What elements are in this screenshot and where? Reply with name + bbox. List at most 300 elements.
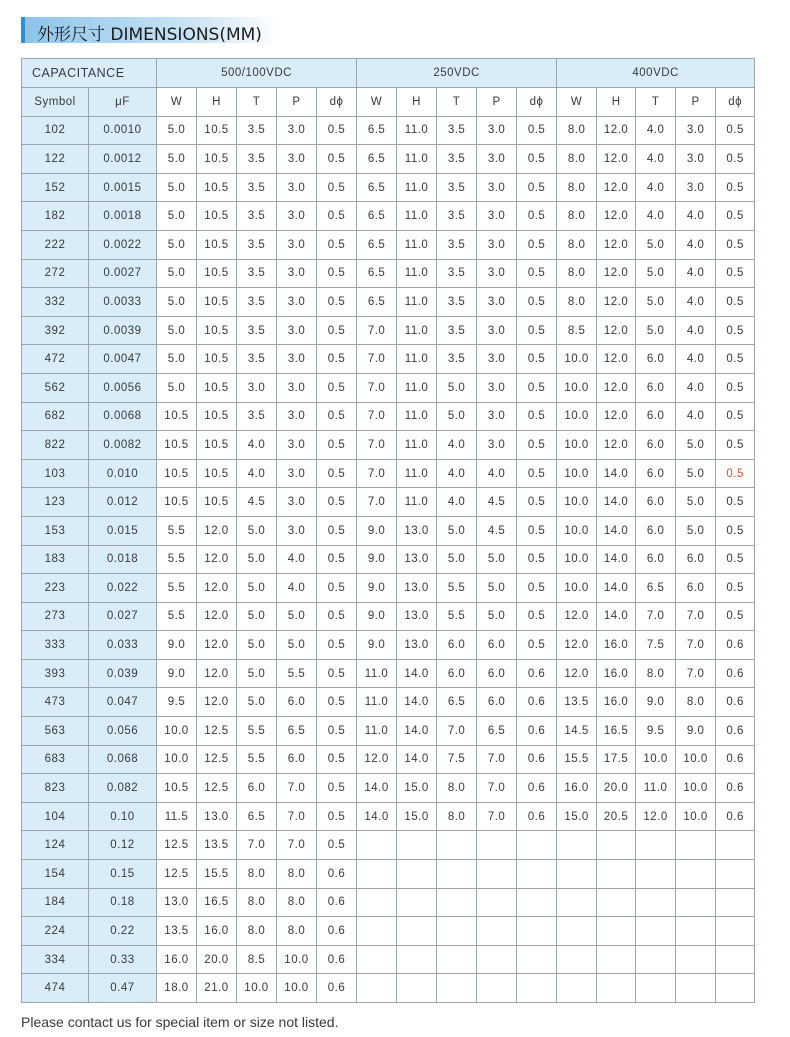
dimension-cell: 8.0: [237, 888, 277, 917]
dimension-cell: 14.0: [397, 717, 437, 746]
dimension-cell: 12.0: [197, 516, 237, 545]
dimension-cell: 3.0: [477, 316, 517, 345]
dimension-cell: [557, 917, 597, 946]
capacitance-header: CAPACITANCE: [22, 59, 157, 88]
dimension-cell: 3.5: [237, 116, 277, 145]
dimension-cell: 5.0: [277, 602, 317, 631]
dimension-cell: 8.0: [237, 917, 277, 946]
dimension-cell: [716, 860, 755, 889]
dimension-cell: 6.0: [477, 659, 517, 688]
table-row: [22, 631, 755, 660]
table-body: [22, 116, 755, 1002]
dimension-cell: 5.0: [157, 202, 197, 231]
capacitance-uf-cell: 0.0039: [89, 316, 157, 345]
dimension-cell: [397, 831, 437, 860]
dimension-cell: 3.0: [477, 145, 517, 174]
symbol-cell: 822: [22, 431, 89, 460]
dimension-cell: [716, 917, 755, 946]
dimension-cell: 16.0: [597, 631, 636, 660]
dimension-cell: [357, 945, 397, 974]
dimension-cell: 7.0: [357, 316, 397, 345]
dimension-cell: 9.0: [357, 545, 397, 574]
table-row: [22, 602, 755, 631]
dimension-cell: 12.0: [197, 574, 237, 603]
dimension-cell: 8.0: [557, 202, 597, 231]
dimension-cell: 0.5: [317, 345, 357, 374]
dimension-cell: [676, 945, 716, 974]
dimension-cell: 4.0: [676, 202, 716, 231]
dimension-cell: 14.0: [397, 659, 437, 688]
dimension-cell: 0.5: [716, 173, 755, 202]
symbol-cell: 823: [22, 774, 89, 803]
dimension-cell: 4.0: [477, 459, 517, 488]
dimension-cell: 3.5: [237, 145, 277, 174]
dimension-cell: 12.0: [597, 431, 636, 460]
dimension-cell: 5.5: [437, 574, 477, 603]
dimension-cell: 0.5: [716, 316, 755, 345]
capacitance-uf-cell: 0.0010: [89, 116, 157, 145]
dimension-cell: 0.6: [716, 631, 755, 660]
dimension-cell: 3.0: [477, 345, 517, 374]
dimension-cell: 16.0: [557, 774, 597, 803]
symbol-cell: 272: [22, 259, 89, 288]
dimension-cell: 8.0: [636, 659, 676, 688]
dimension-cell: 6.0: [277, 745, 317, 774]
dimension-cell: 0.5: [517, 402, 557, 431]
dimension-cell: 0.5: [317, 459, 357, 488]
dimension-cell: 10.0: [557, 488, 597, 517]
capacitance-uf-cell: 0.0056: [89, 373, 157, 402]
dimension-cell: 4.0: [676, 316, 716, 345]
symbol-cell: 682: [22, 402, 89, 431]
dimension-cell: 11.0: [397, 259, 437, 288]
dimension-cell: 7.0: [277, 802, 317, 831]
capacitance-uf-cell: 0.0012: [89, 145, 157, 174]
symbol-cell: 182: [22, 202, 89, 231]
dimension-cell: [597, 831, 636, 860]
dimension-cell: 3.0: [277, 345, 317, 374]
dimension-cell: 7.0: [477, 745, 517, 774]
dimension-cell: 3.0: [277, 230, 317, 259]
dimension-cell: 7.0: [357, 431, 397, 460]
dimension-cell: 15.5: [557, 745, 597, 774]
dimension-cell: [597, 860, 636, 889]
dimension-cell: 10.0: [277, 974, 317, 1003]
capacitance-uf-cell: 0.027: [89, 602, 157, 631]
dimension-cell: 12.5: [157, 831, 197, 860]
dimension-cell: 20.0: [197, 945, 237, 974]
dimension-cell: 14.0: [357, 774, 397, 803]
dimension-cell: 3.5: [237, 202, 277, 231]
dimension-cell: 0.5: [317, 516, 357, 545]
dimension-cell: 7.5: [437, 745, 477, 774]
dimension-cell: 9.0: [676, 717, 716, 746]
dimension-cell: 6.5: [437, 688, 477, 717]
capacitance-uf-cell: 0.0027: [89, 259, 157, 288]
dimension-cell: 0.5: [317, 230, 357, 259]
dimension-cell: 6.0: [277, 688, 317, 717]
dimension-cell: 5.0: [636, 316, 676, 345]
symbol-cell: 123: [22, 488, 89, 517]
dimension-cell: 7.0: [357, 488, 397, 517]
dimension-cell: 3.0: [277, 431, 317, 460]
dimension-cell: 10.5: [197, 488, 237, 517]
capacitance-uf-cell: 0.15: [89, 860, 157, 889]
dimension-cell: 0.6: [317, 974, 357, 1003]
symbol-cell: 222: [22, 230, 89, 259]
dimension-cell: 10.5: [197, 202, 237, 231]
section-title-bar: [21, 17, 279, 43]
dimension-cell: 0.5: [317, 717, 357, 746]
dimension-cell: 7.0: [357, 345, 397, 374]
dimension-cell: 0.6: [517, 802, 557, 831]
dimension-cell: 0.5: [716, 202, 755, 231]
dimension-cell: 9.0: [357, 602, 397, 631]
symbol-cell: 223: [22, 574, 89, 603]
dimension-cell: 13.0: [397, 631, 437, 660]
dimension-cell: 3.0: [277, 373, 317, 402]
dimension-cell: 11.0: [397, 431, 437, 460]
dimension-cell: 12.0: [597, 316, 636, 345]
symbol-cell: 563: [22, 717, 89, 746]
dimension-cell: 0.6: [716, 802, 755, 831]
dimension-cell: 3.5: [237, 259, 277, 288]
dimension-cell: 4.0: [437, 488, 477, 517]
dimension-cell: [636, 831, 676, 860]
capacitance-uf-cell: 0.10: [89, 802, 157, 831]
dimension-cell: [597, 974, 636, 1003]
dimension-cell: 0.5: [317, 488, 357, 517]
dimension-cell: 9.0: [157, 659, 197, 688]
dimension-cell: 3.0: [237, 373, 277, 402]
dimension-cell: 5.0: [157, 173, 197, 202]
dimension-cell: 12.0: [597, 230, 636, 259]
dimension-cell: 7.0: [277, 831, 317, 860]
dimension-cell: 0.5: [517, 173, 557, 202]
dimension-cell: 6.0: [636, 431, 676, 460]
dimension-cell: 11.0: [397, 230, 437, 259]
dimension-cell: 10.5: [197, 230, 237, 259]
dimension-cell: 8.0: [557, 145, 597, 174]
dimension-cell: 7.0: [357, 459, 397, 488]
w-header: W: [357, 88, 397, 117]
dimension-cell: 0.6: [317, 860, 357, 889]
dimension-cell: 0.5: [317, 745, 357, 774]
dimension-cell: 14.5: [557, 717, 597, 746]
dimension-cell: 6.0: [437, 631, 477, 660]
dimension-cell: 0.6: [517, 745, 557, 774]
dimension-cell: 12.0: [197, 659, 237, 688]
dimension-cell: 0.5: [517, 116, 557, 145]
dimension-cell: 0.5: [317, 145, 357, 174]
table-row: [22, 259, 755, 288]
dimension-cell: [477, 888, 517, 917]
dimension-cell: 8.0: [277, 888, 317, 917]
capacitance-uf-cell: 0.010: [89, 459, 157, 488]
dimension-cell: 6.0: [676, 545, 716, 574]
dimension-cell: 12.0: [197, 631, 237, 660]
dimension-cell: 13.0: [397, 545, 437, 574]
dimension-cell: 0.5: [317, 774, 357, 803]
dimension-cell: 0.5: [317, 688, 357, 717]
dimension-cell: 6.0: [237, 774, 277, 803]
group-header-400vdc: 400VDC: [557, 59, 755, 88]
dimension-cell: [597, 945, 636, 974]
dimension-cell: 12.0: [597, 373, 636, 402]
dimension-cell: 5.0: [477, 574, 517, 603]
dimension-cell: 0.5: [317, 173, 357, 202]
dimension-cell: 5.5: [237, 745, 277, 774]
dimension-cell: 10.5: [157, 431, 197, 460]
dimension-cell: 5.5: [157, 602, 197, 631]
dimension-cell: [437, 860, 477, 889]
capacitance-uf-cell: 0.0047: [89, 345, 157, 374]
dimension-cell: 4.0: [676, 230, 716, 259]
dimension-cell: [676, 860, 716, 889]
dimension-cell: 12.0: [197, 688, 237, 717]
dimension-cell: 5.0: [157, 259, 197, 288]
dimension-cell: 12.5: [197, 774, 237, 803]
dimension-cell: 0.5: [517, 288, 557, 317]
dimension-cell: 0.5: [517, 516, 557, 545]
dimension-cell: 5.0: [237, 602, 277, 631]
dimension-cell: 0.5: [716, 545, 755, 574]
symbol-cell: 472: [22, 345, 89, 374]
dimension-cell: 8.0: [237, 860, 277, 889]
d-phi-header: dϕ: [517, 88, 557, 117]
dimension-cell: 0.5: [716, 602, 755, 631]
capacitance-uf-cell: 0.033: [89, 631, 157, 660]
dimension-cell: [676, 917, 716, 946]
dimension-cell: [517, 917, 557, 946]
dimension-cell: 3.0: [477, 202, 517, 231]
dimension-cell: 7.0: [357, 373, 397, 402]
table-row: [22, 888, 755, 917]
table-row: [22, 488, 755, 517]
dimension-cell: 4.0: [676, 373, 716, 402]
dimension-cell: 7.0: [357, 402, 397, 431]
dimension-cell: 5.0: [477, 602, 517, 631]
p-header: P: [477, 88, 517, 117]
dimension-cell: 10.5: [157, 774, 197, 803]
w-header: W: [157, 88, 197, 117]
table-row: [22, 116, 755, 145]
dimension-cell: 12.0: [597, 116, 636, 145]
dimension-cell: 11.0: [397, 316, 437, 345]
dimension-cell: 13.0: [157, 888, 197, 917]
dimension-cell: 5.0: [477, 545, 517, 574]
dimension-cell: 10.5: [197, 145, 237, 174]
symbol-cell: 152: [22, 173, 89, 202]
dimension-cell: 12.0: [597, 173, 636, 202]
table-row: [22, 774, 755, 803]
dimension-cell: 7.0: [277, 774, 317, 803]
dimension-cell: 21.0: [197, 974, 237, 1003]
dimension-cell: 0.5: [517, 259, 557, 288]
dimension-cell: 0.6: [317, 945, 357, 974]
dimension-cell: 3.0: [277, 116, 317, 145]
dimension-cell: [716, 945, 755, 974]
table-row: [22, 574, 755, 603]
symbol-cell: 184: [22, 888, 89, 917]
dimension-cell: 11.0: [397, 116, 437, 145]
dimension-cell: 12.0: [597, 345, 636, 374]
capacitance-uf-cell: 0.0018: [89, 202, 157, 231]
table-row: [22, 974, 755, 1003]
symbol-cell: 103: [22, 459, 89, 488]
dimension-cell: 0.5: [517, 431, 557, 460]
dimension-cell: 14.0: [397, 745, 437, 774]
dimension-cell: 8.0: [437, 774, 477, 803]
dimension-cell: 7.0: [237, 831, 277, 860]
dimension-cell: [357, 974, 397, 1003]
dimension-cell: 10.0: [157, 745, 197, 774]
dimension-cell: 17.5: [597, 745, 636, 774]
dimension-cell: 8.0: [676, 688, 716, 717]
capacitance-uf-cell: 0.47: [89, 974, 157, 1003]
dimension-cell: 3.5: [237, 345, 277, 374]
dimension-cell: 14.0: [597, 574, 636, 603]
table-row: [22, 431, 755, 460]
dimension-cell: 5.0: [636, 230, 676, 259]
dimension-cell: 5.0: [636, 259, 676, 288]
dimension-cell: [636, 860, 676, 889]
dimension-cell: 6.5: [357, 288, 397, 317]
dimension-cell: [357, 888, 397, 917]
dimension-cell: 0.6: [317, 917, 357, 946]
d-phi-header: dϕ: [317, 88, 357, 117]
dimension-cell: 9.0: [636, 688, 676, 717]
dimension-cell: 3.5: [437, 202, 477, 231]
dimension-cell: 16.0: [157, 945, 197, 974]
dimension-cell: [477, 974, 517, 1003]
dimension-cell: [517, 974, 557, 1003]
dimension-cell: 7.0: [676, 602, 716, 631]
dimension-cell: 6.0: [636, 402, 676, 431]
dimension-cell: 3.0: [277, 516, 317, 545]
dimension-cell: 8.0: [557, 173, 597, 202]
dimension-cell: 3.0: [277, 145, 317, 174]
symbol-cell: 393: [22, 659, 89, 688]
dimension-cell: [636, 888, 676, 917]
dimension-cell: 4.0: [277, 574, 317, 603]
dimension-cell: 11.5: [157, 802, 197, 831]
dimension-cell: 13.5: [197, 831, 237, 860]
dimension-cell: 5.0: [676, 516, 716, 545]
dimension-cell: 6.0: [477, 688, 517, 717]
dimension-cell: [477, 860, 517, 889]
dimension-cell: 10.5: [197, 288, 237, 317]
table-row: [22, 173, 755, 202]
dimension-cell: 12.0: [357, 745, 397, 774]
dimension-cell: 15.5: [197, 860, 237, 889]
dimension-cell: 3.0: [477, 116, 517, 145]
dimension-cell: 0.6: [317, 888, 357, 917]
dimension-cell: 9.0: [357, 516, 397, 545]
dimension-cell: 3.5: [437, 259, 477, 288]
d-phi-header: dϕ: [716, 88, 755, 117]
dimension-cell: 0.6: [716, 717, 755, 746]
dimension-cell: [397, 860, 437, 889]
dimension-cell: 10.0: [557, 431, 597, 460]
dimension-cell: 5.0: [157, 288, 197, 317]
table-row: [22, 230, 755, 259]
table-row: [22, 516, 755, 545]
dimension-cell: 7.0: [477, 802, 517, 831]
dimension-cell: 5.0: [237, 631, 277, 660]
dimension-cell: 0.5: [317, 259, 357, 288]
t-header: T: [237, 88, 277, 117]
dimension-cell: 12.0: [557, 659, 597, 688]
dimension-cell: 0.5: [517, 316, 557, 345]
uf-header: μF: [89, 88, 157, 117]
h-header: H: [197, 88, 237, 117]
dimension-cell: 12.0: [197, 602, 237, 631]
table-row: [22, 202, 755, 231]
dimension-cell: 0.5: [317, 602, 357, 631]
dimension-cell: 11.0: [397, 345, 437, 374]
dimension-cell: 10.0: [676, 802, 716, 831]
dimension-cell: 0.5: [317, 431, 357, 460]
dimension-cell: 3.5: [437, 345, 477, 374]
dimension-cell: [636, 945, 676, 974]
dimension-cell: 6.5: [357, 230, 397, 259]
dimension-cell: 3.5: [237, 230, 277, 259]
dimension-cell: 0.5: [317, 802, 357, 831]
dimension-cell: 6.0: [636, 373, 676, 402]
dimension-cell: 0.5: [517, 373, 557, 402]
capacitance-uf-cell: 0.0068: [89, 402, 157, 431]
h-header: H: [397, 88, 437, 117]
capacitance-uf-cell: 0.33: [89, 945, 157, 974]
dimension-cell: [557, 860, 597, 889]
dimension-cell: 5.0: [277, 631, 317, 660]
dimension-cell: 6.5: [636, 574, 676, 603]
table-row: [22, 316, 755, 345]
dimension-cell: 10.5: [197, 459, 237, 488]
dimension-cell: 7.0: [676, 659, 716, 688]
capacitance-uf-cell: 0.056: [89, 717, 157, 746]
capacitance-uf-cell: 0.0022: [89, 230, 157, 259]
dimension-cell: [397, 945, 437, 974]
dimension-cell: 14.0: [597, 516, 636, 545]
table-row: [22, 860, 755, 889]
dimension-cell: 11.0: [397, 373, 437, 402]
dimension-cell: 14.0: [357, 802, 397, 831]
dimension-cell: 0.5: [317, 202, 357, 231]
dimension-cell: 10.5: [157, 488, 197, 517]
dimension-cell: 10.0: [237, 974, 277, 1003]
symbol-cell: 104: [22, 802, 89, 831]
dimension-cell: 0.5: [716, 230, 755, 259]
h-header: H: [597, 88, 636, 117]
dimension-cell: 3.0: [477, 259, 517, 288]
dimension-cell: 4.0: [676, 259, 716, 288]
dimension-cell: 3.5: [437, 316, 477, 345]
w-header: W: [557, 88, 597, 117]
dimension-cell: 3.0: [277, 402, 317, 431]
dimension-cell: 3.5: [237, 288, 277, 317]
dimension-cell: [557, 945, 597, 974]
dimension-cell: 6.5: [357, 116, 397, 145]
dimension-cell: [676, 974, 716, 1003]
dimension-cell: 10.0: [557, 545, 597, 574]
dimension-cell: 0.5: [716, 116, 755, 145]
dimension-cell: 0.5: [317, 545, 357, 574]
dimension-cell: 0.5: [716, 373, 755, 402]
capacitance-uf-cell: 0.0015: [89, 173, 157, 202]
dimension-cell: 12.0: [597, 259, 636, 288]
